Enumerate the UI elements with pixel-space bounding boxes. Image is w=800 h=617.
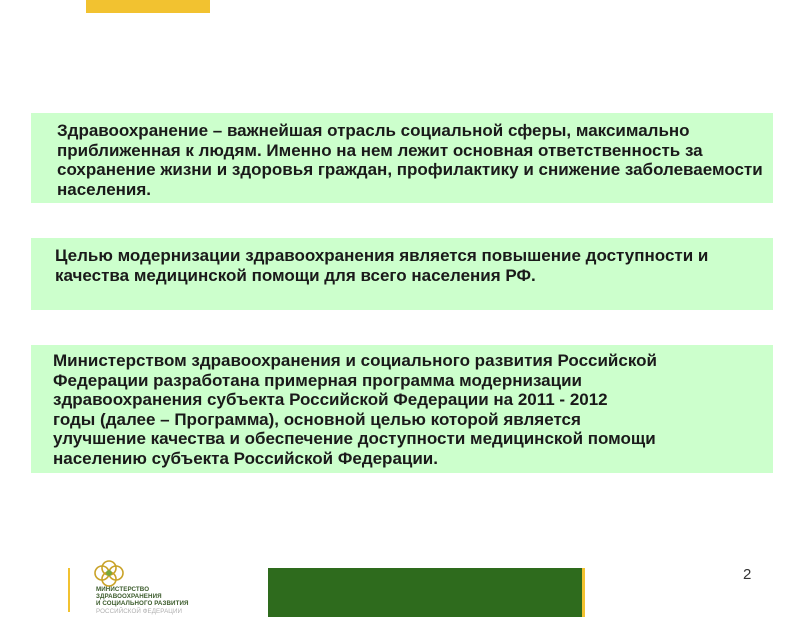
paragraph-box-program-description [31, 345, 773, 473]
paragraph-line: Министерством здравоохранения и социального развития Российской [53, 351, 657, 370]
top-accent-bar [86, 0, 210, 13]
footer-green-bar [268, 568, 582, 617]
paragraph-text: Целью модернизации здравоохранения является повышение доступности и качества медицинской помощи для всего населения РФ. [55, 246, 709, 285]
footer-yellow-bar [582, 568, 585, 617]
paragraph-line: здравоохранения субъекта Российской Федерации на 2011 - 2012 [53, 390, 608, 409]
logo-line: МИНИСТЕРСТВО [96, 586, 150, 593]
paragraph-box-modernization-goal [31, 238, 773, 310]
paragraph-line: годы (далее – Программа), основной целью которой является [53, 409, 581, 429]
footer-divider [68, 568, 70, 612]
paragraph-text: Здравоохранение – важнейшая отрасль социальной сферы, максимально приближенная к людям. Именно на нем лежит основная ответственность за сохранение жизни и здоровья граждан, профилактику и снижение заболеваемости населения. [57, 121, 763, 199]
ministry-logo-text [96, 586, 189, 615]
logo-subline: РОССИЙСКОЙ ФЕДЕРАЦИИ [96, 607, 183, 615]
paragraph-line: населению субъекта Российской Федерации. [53, 448, 438, 468]
paragraph-line: улучшение качества и обеспечение доступности медицинской помощи [53, 429, 656, 448]
logo-line: ЗДРАВООХРАНЕНИЯ [96, 593, 162, 601]
paragraph-line: Федерации разработана примерная программа модернизации [53, 370, 582, 390]
page-number: 2 [743, 566, 752, 583]
logo-line: И СОЦИАЛЬНОГО РАЗВИТИЯ [96, 600, 189, 608]
paragraph-box-healthcare-importance [31, 113, 773, 203]
